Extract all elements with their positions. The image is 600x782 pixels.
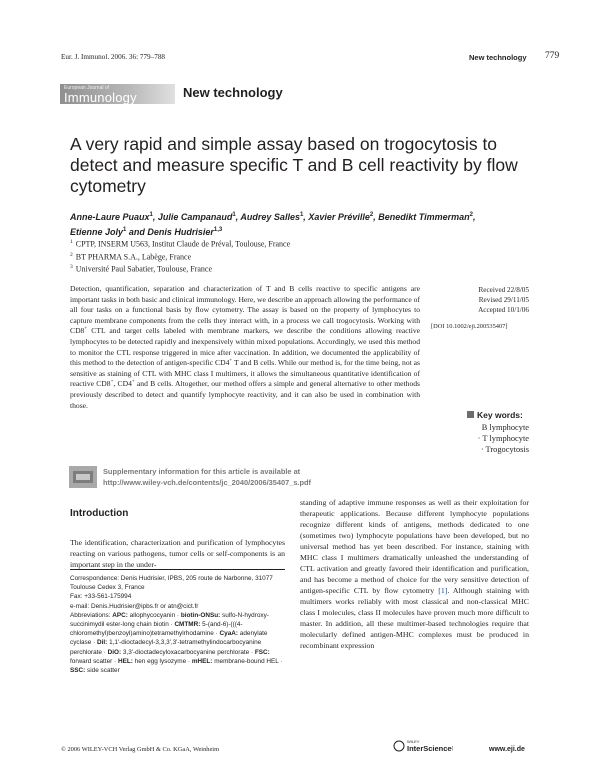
supplementary-icon — [69, 466, 97, 488]
running-header-journal: Eur. J. Immunol. 2006. 36: 779–788 — [61, 53, 166, 61]
date-received: Received 22/8/05 — [478, 286, 529, 294]
keyword: · Trogocytosis — [480, 445, 529, 454]
supplementary-note: Supplementary information for this article is available at http://www.wiley-vch.de/contents/jc_2040/2006/35407_s.pdf — [103, 467, 311, 487]
footnote-divider — [70, 569, 285, 570]
author-name: Benedikt Timmerman — [378, 212, 470, 222]
svg-text:WILEY: WILEY — [407, 739, 420, 744]
page-number: 779 — [545, 51, 560, 61]
abstract: Detection, quantification, separation and characterization of T and B cells reactive to specific antigens are important tasks in both basic and clinical immunology. Here, we describe an approach allowing the performance of all four tasks on a functional basis by flow cytometry. The assay is based on the property of lymphocytes to capture membrane components from the cells they interact with, in a process we call trogocytosis. Working with CD8+ CTL and target cells labeled with membrane markers, we describe the conditions allowing reactive lymphocytes to be detected rapidly and inexpensively within mixed populations. Accordingly, we used this method to monitor the CTL response triggered in mice after vaccination. In addition, we documented the applicability of this method to the detection of antigen-specific CD4+ T and B cells. While our method is, for the time being, not as sensitive as staining of CTL with MHC class I multimers, it allows the simultaneous quantitative identification of reactive CD8+, CD4+ and B cells. Altogether, our method offers a simple and general alternative to other methods previously described to detect and quantify lymphocyte reactivity, and it can also be used in combination with those. — [70, 284, 420, 410]
introduction-heading: Introduction — [70, 508, 129, 519]
keyword: · T lymphocyte — [477, 434, 529, 443]
doi: [DOI 10.1002/eji.200535407] — [431, 323, 508, 330]
affiliations — [70, 237, 290, 275]
running-header-section: New technology — [469, 53, 527, 62]
copyright: © 2006 WILEY-VCH Verlag GmbH & Co. KGaA, Weinheim — [61, 746, 220, 753]
keyword: B lymphocyte — [481, 423, 529, 432]
author-name: Xavier Préville — [308, 212, 370, 222]
introduction-right-column: standing of adaptive immune responses as well as their exploitation for therapeutic applications. Because different lymphocyte populations recognize different kinds of antigens, methods dedicated to one (sometimes two) lymphocyte populations have been developed, but no universal method has yet been described. For instance, staining with MHC class I multimers dramatically unleashed the understanding of CTL activation and greatly favored their identification and purification, and has become a method of choice for the very sensitive detection of antigen-specific CTL by flow cytometry [1]. Although staining with multimers works reliably with most classical and non-classical MHC class I molecules, class II molecules have proven much more difficult to master. In addition, all these multimer-based technologies require that molecularly defined antigen-MHC complexes must be produced in recombinant expression — [300, 498, 530, 650]
section-title: New technology — [183, 85, 283, 100]
author-name: Anne-Laure Puaux — [70, 212, 150, 222]
author-name: Audrey Salles — [240, 212, 300, 222]
journal-banner-name: Immunology — [64, 89, 137, 105]
author-name: Denis Hudrisier — [147, 227, 214, 237]
reference-link[interactable]: [1] — [438, 586, 448, 595]
journal-website[interactable]: www.eji.de — [489, 746, 525, 753]
date-revised: Revised 29/11/05 — [478, 296, 529, 304]
date-accepted: Accepted 10/1/06 — [478, 306, 529, 314]
keywords-heading: Key words: — [467, 410, 523, 420]
interscience-logo — [393, 738, 453, 759]
keywords-list — [440, 422, 529, 455]
author-name: Julie Campanaud — [157, 212, 233, 222]
introduction-paragraph: The identification, characterization and purification of lymphocytes reacting on various pathogens, tumor cells or self-components is an important step in the under- — [70, 538, 285, 569]
article-title: A very rapid and simple assay based on trogocytosis to detect and measure specific T and B cell reactivity by flow cytometry — [70, 134, 518, 196]
journal-banner — [60, 84, 175, 104]
author-list: Anne-Laure Puaux$^1$, Julie Campanaud$^1$, Audrey Salles$^1$, Xavier Préville$^2$, Benedikt Timmerman$^2$, Etienne Joly$^1$ and Denis Hudrisier$^{1,3}$ — [70, 212, 476, 237]
article-dates — [433, 285, 529, 315]
author-name: Etienne Joly — [70, 227, 124, 237]
svg-text:InterScience®: InterScience® — [407, 744, 453, 753]
correspondence-footnote: Correspondence: Denis Hudrisier, IPBS, 205 route de Narbonne, 31077 Toulouse Cedex 3, France Fax: +33-561-175994 e-mail: Denis.Hudrisier@ipbs.fr or atn@cict.fr Abbreviations: APC: allophycocyanin · biotin-ONSu: sulfo-N-hydroxy-succinimydil ester-long chain biotin · CMTMR: 5-(and-6)-(((4-chloromethyl)benzoyl)amino)tetramethylrhodamine · CyaA: adenylate cyclase · DiI: 1,1'-dioctadecyl-3,3,3',3'-tetramethylindocarbocyanine perchlorate · DiO: 3,3'-dioctadecyloxacarbocyanine perchlorate · FSC: forward scatter · HEL: hen egg lysozyme · mHEL: membrane-bound HEL · SSC: side scatter — [70, 574, 285, 675]
journal-banner-small: European Journal of — [64, 84, 110, 91]
affiliation: $^1$ CPTP, INSERM U563, Institut Claude de Préval, Toulouse, France — [70, 239, 291, 249]
affiliation: $^3$ Université Paul Sabatier, Toulouse, France — [70, 264, 213, 274]
affiliation: $^2$ BT PHARMA S.A., Labège, France — [70, 251, 192, 262]
supplementary-link[interactable]: http://www.wiley-vch.de/contents/jc_2040/2006/35407_s.pdf — [103, 478, 311, 487]
abbreviations: Abbreviations: APC: allophycocyanin · biotin-ONSu: sulfo-N-hydroxy-succinimydil ester-long chain biotin · CMTMR: 5-(and-6)-(((4-chloromethyl)benzoyl)amino)tetramethylrhodamine · CyaA: adenylate cyclase · DiI: 1,1'-dioctadecyl-3,3,3',3'-tetramethylindocarbocyanine perchlorate · DiO: 3,3'-dioctadecyloxacarbocyanine perchlorate · FSC: forward scatter · HEL: hen egg lysozyme · mHEL: membrane-bound HEL · SSC: side scatter — [70, 611, 283, 675]
keywords-square-icon — [467, 411, 474, 418]
